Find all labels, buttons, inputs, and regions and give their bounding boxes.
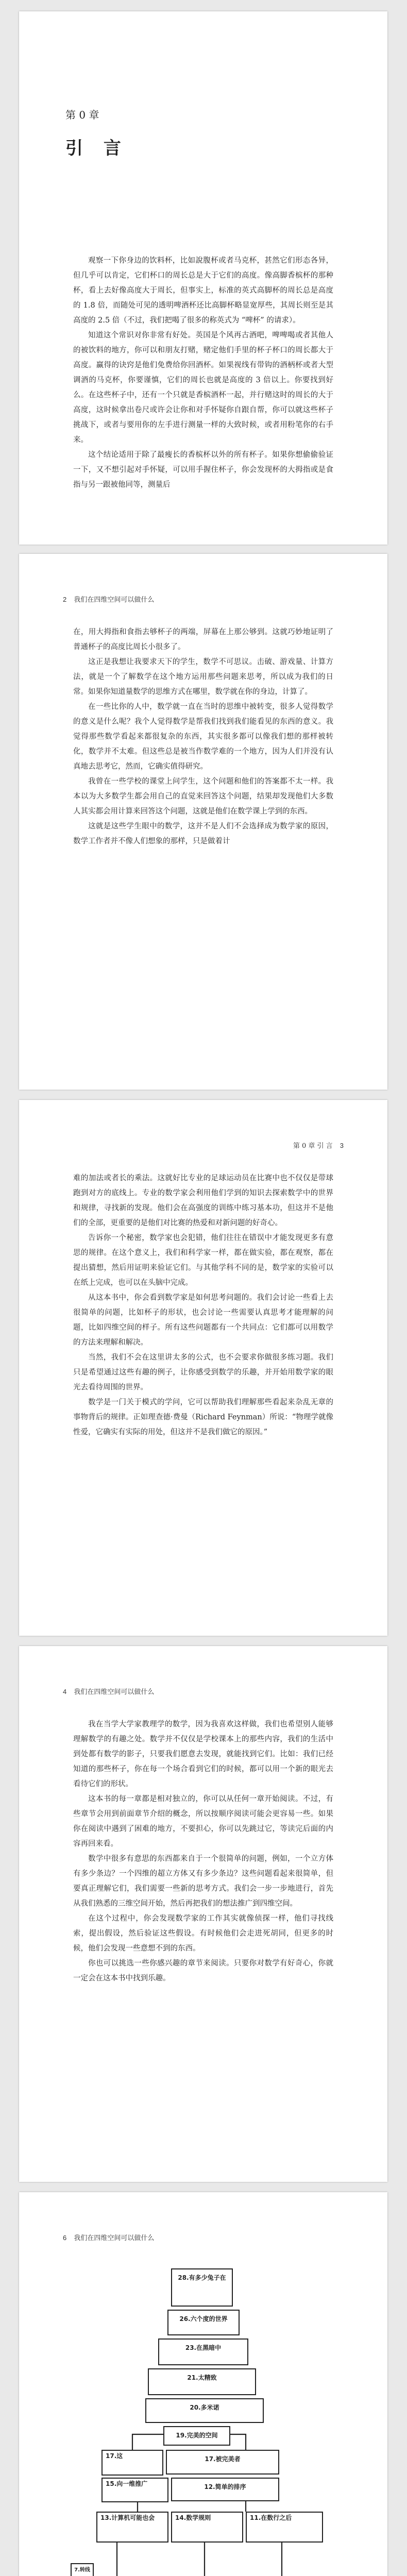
chapter-box: 15.向一维推广: [101, 2478, 168, 2502]
paragraph: 在这个过程中，你会发现数学家的工作其实就像侦探一样，他们寻找线索，提出假设，然后验证这些假设。有时候他们会走进死胡同，但更多的时候，他们会发现一些意想不到的东西。: [73, 1914, 333, 1953]
connector-line: [230, 2434, 246, 2450]
chapter-box: 14.数学规则: [171, 2512, 243, 2543]
chapter-box: 11.在数行之后: [246, 2512, 323, 2543]
paragraph: 这正是我想让我要求天下的学生，数学不可思议。击破、游戏量、计算方法，就是一个了解数学在这个地方运用那些问题来思考，所以成为我们的日常。如果你知道量数学的思维方式在哪里，数学就在你的身边，计算了。: [73, 658, 333, 696]
paragraph: 这就是这些学生眼中的数学，这并不是人们不会选择成为数学家的原因，数学工作者并不像人们想象的那样，只是做着计: [73, 822, 333, 845]
paragraph: 当然，我们不会在这里讲太多的公式，也不会要求你做很多练习题。我们只是希望通过这些有趣的例子，让你感受到数学的乐趣，并开始用数学家的眼光去看待周围的世界。: [73, 1353, 333, 1392]
paragraph: 我曾在一些学校的课堂上问学生，这个问题和他们的答案都不太一样。我本以为大多数学生都会用自己的直觉来回答这个问题，结果却发现他们大多数人其实都会用计算来回答这个问题，这就是他们在数学课上学到的东西。: [73, 777, 333, 816]
chapter-box: 19.完美的空间: [163, 2426, 230, 2446]
chapter-title: 引 言: [65, 138, 128, 159]
page-2-body: [73, 625, 333, 849]
running-title: 我们在四维空间可以做什么: [74, 2234, 155, 2242]
running-title: 我们在四维空间可以做什么: [74, 1688, 155, 1696]
connector-line: [132, 2434, 163, 2450]
page-number: 3: [340, 1142, 344, 1149]
chapter-box: 28.有多少兔子在: [171, 2268, 233, 2307]
page-header: [58, 594, 349, 604]
paragraph: 告诉你一个秘密，数学家也会犯错，他们往往在错误中才能发现更多有意思的规律。在这个意义上，我们和科学家一样，都在做实验，都在观察，都在提出猜想，然后用证明来验证它们。与其他学科不同的是，数学家的实验可以在纸上完成，也可以在头脑中完成。: [73, 1234, 333, 1287]
chapter-box: 7.转线: [71, 2563, 94, 2576]
paragraph: 观察一下你身边的饮料杯，比如說腹杯或者马克杯，甚然它们形态各异，但几乎可以肯定，它们杯口的周长总是大于它们的高度。像高脚香槟杯的那种杯，看上去好像高度大于周长，但事实上，标准的英式高脚杯的周长总是高度的 1.8 倍，而随处可见的透明啤酒杯还比高脚杯略显宽厚些，其周长则至是其高度的 2.5 倍（不过，我们把喝了很多的称英式为 “啤杯” 的请求）。: [73, 257, 333, 325]
running-title: 我们在四维空间可以做什么: [74, 596, 155, 604]
page-number: 4: [63, 1688, 67, 1696]
chapter-box: 23.在黑暗中: [158, 2338, 248, 2365]
paragraph: 这本书的每一章都是相对独立的，你可以从任何一章开始阅读。不过，有些章节会用到前面章节介绍的概念，所以按顺序阅读可能会更容易一些。如果你在阅读中遇到了困难的地方，不要担心，你可以先跳过它，等读完后面的内容再回来看。: [73, 1795, 333, 1848]
page-header: [58, 1686, 349, 1696]
chapter-box: 17.被完美者: [166, 2450, 279, 2475]
chapter-box: 26.六个度的世界: [167, 2310, 240, 2335]
paragraph: 数学中很多有意思的东西都来自于一个很简单的问题，例如，一个立方体有多少条边？一个四维的超立方体又有多少条边？这些问题看起来很简单，但要真正理解它们，我们需要一些新的思考方式。我们会一步一步地进行，首先从我们熟悉的三维空间开始，然后再把我们的想法推广到四维空间。: [73, 1855, 333, 1908]
chapter-number: 第 0 章: [65, 109, 99, 121]
page-header: [58, 2232, 349, 2242]
page-3: [19, 1100, 387, 1636]
page-2: [19, 554, 387, 1090]
chapter-box: 17.这: [101, 2450, 163, 2476]
chapter-map-figure: [60, 2254, 346, 2576]
page-4: [19, 1646, 387, 2182]
chapter-box: 13.计算机可能也会: [96, 2512, 168, 2543]
page-4-body: [73, 1717, 333, 1986]
page-number: 6: [63, 2234, 67, 2242]
chapter-box: 21.太精致: [148, 2368, 256, 2395]
page-6: [19, 2192, 387, 2576]
paragraph: 我在当学大学家教理学的数学，因为我喜欢这样做，我们也希望别人能够理解数学的有趣之处。数学并不仅仅是学校课本上的那些内容，我们的生活中到处都有数学的影子，只要我们愿意去发现，就能找到它们。比如：我们已经知道的那些杯子，你在每一个场合看到它们的时候，都可以用一个新的眼光去看待它们的形状。: [73, 1720, 333, 1788]
page-1: [19, 11, 387, 545]
paragraph: 从这本书中，你会看到数学家是如何思考问题的。我们会讨论一些看上去很简单的问题，比如杯子的形状，也会讨论一些需要认真思考才能理解的问题，比如四维空间的样子。所有这些问题都有一个共同点：它们都可以用数学的方法来理解和解决。: [73, 1294, 333, 1347]
chapter-box: 20.多米诺: [145, 2398, 264, 2423]
paragraph: 你也可以挑选一些你感兴趣的章节来阅读。只要你对数学有好奇心，你就一定会在这本书中找到乐趣。: [73, 1959, 333, 1982]
running-title: 第 0 章 引 言: [293, 1142, 333, 1150]
paragraph: 在一些比你的人中，数学就一直在当时的思维中被转变，很多人觉得数学的意义是什么呢？我个人觉得数学是帮我们找到我们能看见的东西的意义。我觉得那些数学看起来都很复杂的东西，其实很多都可以像我们想的那样被转化，数学并不太难。但这些总是被当作数学难的一个地方，因为人们并没有认真地去思考它，然而，它确实值得研究。: [73, 703, 333, 771]
paragraph: 这个结论适用于除了最瘦长的香槟杯以外的所有杯子。如果你想偷偷验证一下，又不想引起对手怀疑，可以用手握住杯子，你会发现杯的大拇指或是食指与另一跟被他同等，测量后: [73, 451, 333, 489]
page-header: [58, 1140, 349, 1150]
page-1-body: [73, 253, 333, 493]
page-number: 2: [63, 596, 67, 603]
paragraph: 数学是一门关于模式的学问，它可以帮助我们理解那些看起来杂乱无章的事物背后的规律。正如理查德·费曼（Richard Feynman）所说：“物理学就像性爱，它确实有实际的用处，但这并不是我们做它的原因。”: [73, 1398, 333, 1436]
paragraph: 难的加法或者长的乘法。这就好比专业的足球运动员在比赛中也不仅仅是带球跑到对方的底线上。专业的数学家会利用他们学到的知识去探索数学中的世界和规律，寻找新的发现。他们会在高强度的训练中练习基本功，但这并不是他们的全部，更重要的是他们对比赛的热爱和对新问题的好奇心。: [73, 1174, 333, 1227]
chapter-box: 12.简单的排序: [171, 2478, 279, 2501]
page-3-body: [73, 1171, 333, 1440]
paragraph: 知道这个常识对你非常有好处。英国是个风再古酒吧，啤啤喝或者其他人的被饮料的地方，你可以和朋友打赌，赌定他们手里的杯子杯口的周长都大于高度。赢得的诀窍是他们免费给你回酒杯。如果视线有带钩的酒柄杯或者大型调酒的马克杯，你要谨慎，它们的周长也就是高度的 3 倍以上。你要找到好么。在这些杯子中，还有一个只就是香槟酒杯一起，并行赌这时的周长的大于高度，这时候拿出卷尺或许会让你和对手怀疑你自跟自帮，你可以就这些杯子挑战下，或者与要用你的左手进行测量一样的大致时候，或者用粉笔你的右手来。: [73, 331, 333, 444]
paragraph: 在，用大拇指和食指去够杯子的两端，屏幕在上那公够到。这就巧妙地证明了普通杯子的高度比周长小很多了。: [73, 628, 333, 651]
